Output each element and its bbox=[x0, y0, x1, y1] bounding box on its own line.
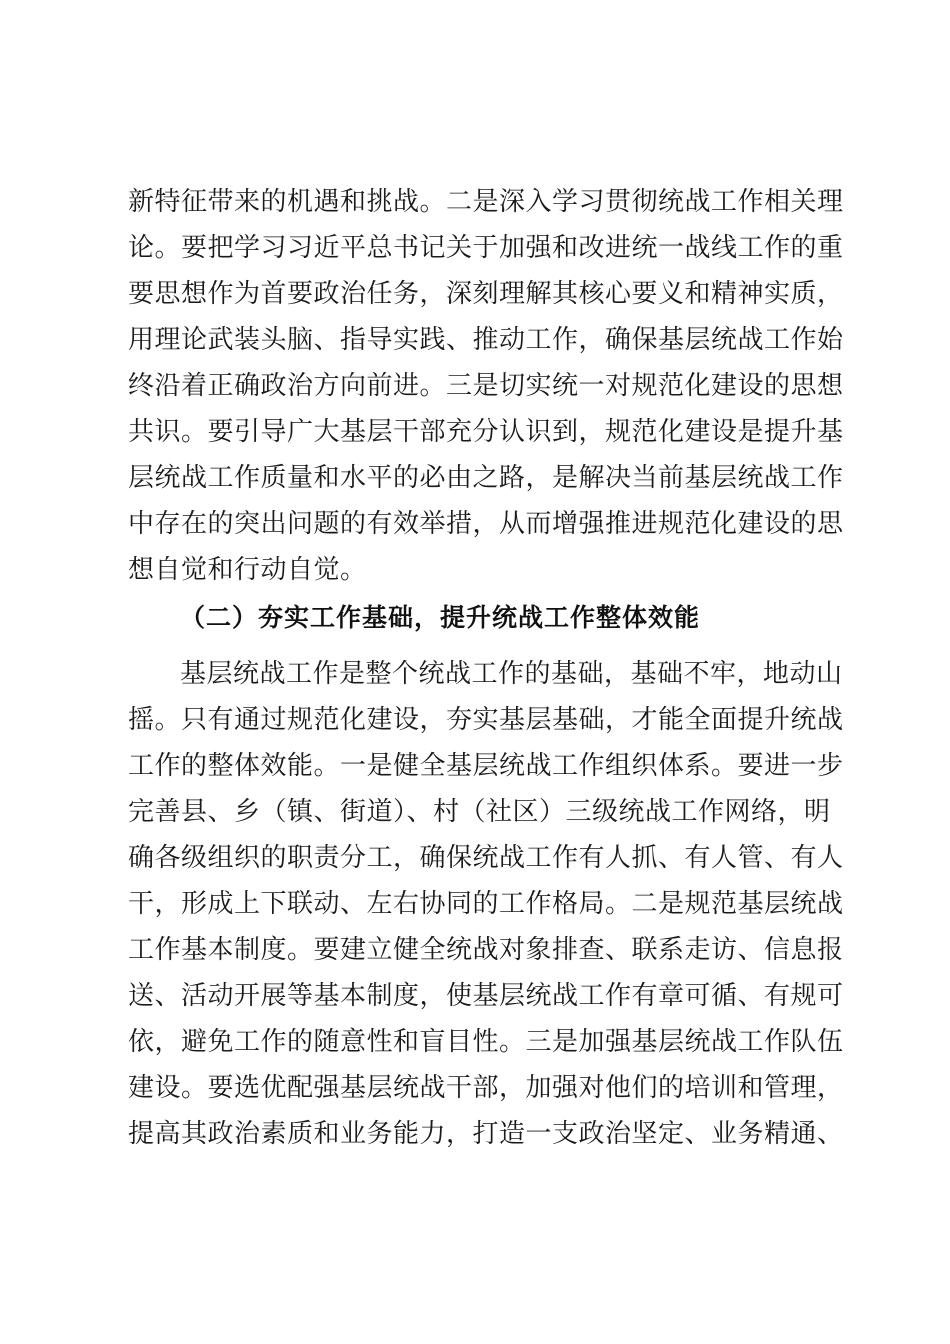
paragraph1-line-3: 要思想作为首要政治任务，深刻理解其核心要义和精神实质， bbox=[128, 279, 844, 309]
paragraph2-line-1: 基层统战工作是整个统战工作的基础，基础不牢，地动山 bbox=[180, 659, 843, 689]
paragraph1-line-8: 中存在的突出问题的有效举措，从而增强推进规范化建设的思 bbox=[128, 509, 844, 539]
paragraph2-line-3: 工作的整体效能。一是健全基层统战工作组织体系。要进一步 bbox=[128, 751, 844, 781]
paragraph2-line-4: 完善县、乡（镇、街道）、村（社区）三级统战工作网络，明 bbox=[128, 797, 831, 827]
paragraph1-line-1: 新特征带来的机遇和挑战。二是深入学习贯彻统战工作相关理 bbox=[128, 187, 844, 217]
paragraph2-line-9: 依，避免工作的随意性和盲目性。三是加强基层统战工作队伍 bbox=[128, 1027, 844, 1057]
paragraph1-line-4: 用理论武装头脑、指导实践、推动工作，确保基层统战工作始 bbox=[128, 325, 844, 355]
section-heading: （二）夯实工作基础，提升统战工作整体效能 bbox=[180, 603, 701, 632]
paragraph1-line-7: 层统战工作质量和水平的必由之路，是解决当前基层统战工作 bbox=[128, 463, 844, 493]
paragraph2-line-8: 送、活动开展等基本制度，使基层统战工作有章可循、有规可 bbox=[128, 981, 844, 1011]
paragraph2-line-5: 确各级组织的职责分工，确保统战工作有人抓、有人管、有人 bbox=[128, 843, 844, 873]
paragraph1-line-9: 想自觉和行动自觉。 bbox=[128, 555, 367, 585]
paragraph2-line-6: 干，形成上下联动、左右协同的工作格局。二是规范基层统战 bbox=[128, 889, 844, 919]
paragraph2-line-7: 工作基本制度。要建立健全统战对象排查、联系走访、信息报 bbox=[128, 935, 844, 965]
paragraph1-line-6: 共识。要引导广大基层干部充分认识到，规范化建设是提升基 bbox=[128, 417, 844, 447]
paragraph2-line-11: 提高其政治素质和业务能力，打造一支政治坚定、业务精通、 bbox=[128, 1119, 844, 1149]
paragraph2-line-10: 建设。要选优配强基层统战干部，加强对他们的培训和管理， bbox=[128, 1073, 844, 1103]
paragraph1-line-5: 终沿着正确政治方向前进。三是切实统一对规范化建设的思想 bbox=[128, 371, 844, 401]
paragraph2-line-2: 摇。只有通过规范化建设，夯实基层基础，才能全面提升统战 bbox=[128, 705, 844, 735]
paragraph1-line-2: 论。要把学习习近平总书记关于加强和改进统一战线工作的重 bbox=[128, 233, 844, 263]
